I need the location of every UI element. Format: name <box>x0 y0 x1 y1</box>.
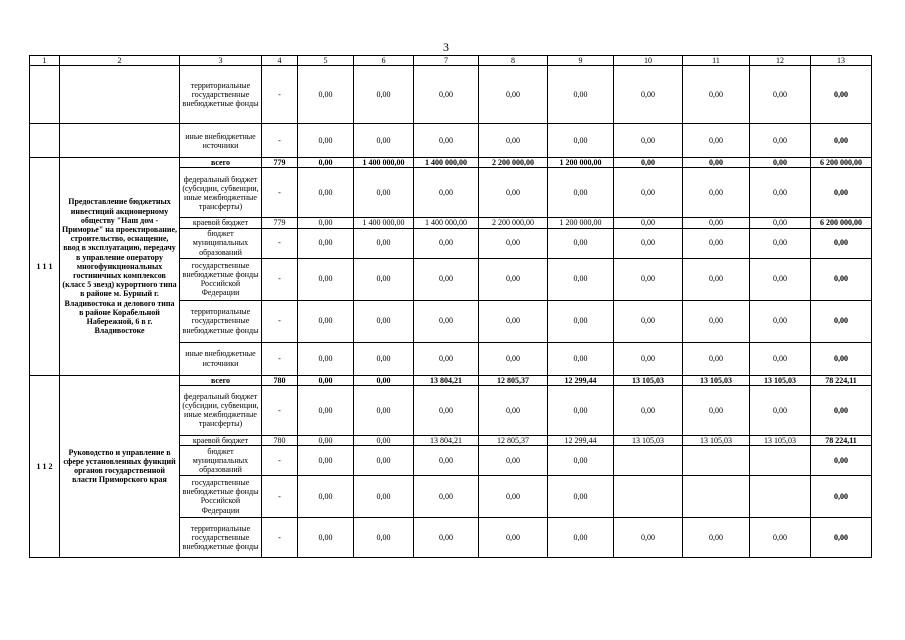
funding-source-cell: территориальные государственные внебюджетные фонды <box>180 66 262 124</box>
value-cell: 12 805,37 <box>479 435 548 445</box>
value-cell: 0,00 <box>479 300 548 342</box>
value-cell <box>683 475 750 517</box>
value-cell: 0,00 <box>614 300 683 342</box>
column-header: 6 <box>354 56 414 66</box>
value-cell: 0,00 <box>354 228 414 258</box>
value-cell: 1 400 000,00 <box>354 218 414 228</box>
value-cell: 0,00 <box>750 158 811 168</box>
value-cell: 13 105,03 <box>683 435 750 445</box>
value-cell: 0,00 <box>811 228 872 258</box>
value-cell: 0,00 <box>614 124 683 158</box>
value-cell: 0,00 <box>750 517 811 557</box>
column-header: 8 <box>479 56 548 66</box>
item-number-cell: 1 1 1 <box>30 158 60 375</box>
code-cell: - <box>262 168 298 218</box>
value-cell: 1 400 000,00 <box>414 158 479 168</box>
value-cell: 0,00 <box>811 342 872 375</box>
value-cell: 78 224,11 <box>811 375 872 385</box>
value-cell <box>614 475 683 517</box>
code-cell: - <box>262 342 298 375</box>
value-cell: 0,00 <box>354 517 414 557</box>
value-cell: 0,00 <box>414 66 479 124</box>
column-header: 5 <box>298 56 354 66</box>
value-cell: 0,00 <box>298 445 354 475</box>
value-cell: 0,00 <box>750 218 811 228</box>
value-cell: 0,00 <box>414 168 479 218</box>
value-cell <box>683 445 750 475</box>
value-cell: 0,00 <box>479 385 548 435</box>
value-cell: 0,00 <box>614 342 683 375</box>
value-cell: 1 200 000,00 <box>548 218 614 228</box>
value-cell: 0,00 <box>811 300 872 342</box>
item-number-cell: 1 1 2 <box>30 375 60 557</box>
value-cell: 6 200 000,00 <box>811 158 872 168</box>
value-cell: 0,00 <box>548 124 614 158</box>
value-cell: 0,00 <box>354 385 414 435</box>
value-cell: 0,00 <box>298 258 354 300</box>
value-cell: 0,00 <box>479 228 548 258</box>
value-cell: 0,00 <box>614 158 683 168</box>
number-cell <box>30 66 60 124</box>
budget-table <box>29 55 872 558</box>
value-cell: 0,00 <box>811 66 872 124</box>
value-cell: 0,00 <box>298 385 354 435</box>
value-cell: 0,00 <box>750 342 811 375</box>
value-cell: 0,00 <box>414 228 479 258</box>
value-cell: 0,00 <box>298 435 354 445</box>
value-cell: 0,00 <box>750 300 811 342</box>
value-cell: 0,00 <box>298 475 354 517</box>
value-cell <box>750 445 811 475</box>
value-cell: 0,00 <box>614 385 683 435</box>
description-cell <box>60 66 180 124</box>
value-cell: 0,00 <box>414 342 479 375</box>
funding-source-cell: всего <box>180 158 262 168</box>
value-cell: 0,00 <box>614 228 683 258</box>
funding-source-cell: федеральный бюджет (субсидии, субвенции, иные межбюджетные трансферты) <box>180 385 262 435</box>
funding-source-cell: государственные внебюджетные фонды Российской Федерации <box>180 475 262 517</box>
value-cell: 0,00 <box>548 258 614 300</box>
value-cell: 0,00 <box>354 124 414 158</box>
value-cell: 0,00 <box>614 218 683 228</box>
value-cell: 0,00 <box>354 375 414 385</box>
value-cell: 0,00 <box>298 342 354 375</box>
header-row <box>30 56 872 66</box>
value-cell: 0,00 <box>614 517 683 557</box>
value-cell: 0,00 <box>298 218 354 228</box>
value-cell: 6 200 000,00 <box>811 218 872 228</box>
column-header: 3 <box>180 56 262 66</box>
value-cell: 0,00 <box>683 218 750 228</box>
value-cell: 0,00 <box>811 258 872 300</box>
code-cell: 780 <box>262 435 298 445</box>
column-header: 7 <box>414 56 479 66</box>
value-cell: 13 105,03 <box>683 375 750 385</box>
value-cell: 0,00 <box>548 517 614 557</box>
funding-source-cell: территориальные государственные внебюджетные фонды <box>180 300 262 342</box>
value-cell: 13 105,03 <box>750 375 811 385</box>
code-cell: 779 <box>262 218 298 228</box>
value-cell: 0,00 <box>548 300 614 342</box>
funding-source-cell: государственные внебюджетные фонды Российской Федерации <box>180 258 262 300</box>
table-row <box>30 158 872 168</box>
value-cell: 0,00 <box>479 66 548 124</box>
value-cell: 0,00 <box>811 517 872 557</box>
value-cell: 0,00 <box>354 258 414 300</box>
value-cell: 0,00 <box>298 158 354 168</box>
value-cell: 0,00 <box>298 228 354 258</box>
value-cell: 13 804,21 <box>414 435 479 445</box>
value-cell: 12 299,44 <box>548 375 614 385</box>
column-header: 11 <box>683 56 750 66</box>
code-cell: - <box>262 258 298 300</box>
value-cell: 0,00 <box>750 66 811 124</box>
funding-source-cell: федеральный бюджет (субсидии, субвенции, иные межбюджетные трансферты) <box>180 168 262 218</box>
value-cell: 0,00 <box>479 168 548 218</box>
value-cell: 0,00 <box>298 300 354 342</box>
value-cell: 0,00 <box>479 258 548 300</box>
value-cell: 78 224,11 <box>811 435 872 445</box>
code-cell: 779 <box>262 158 298 168</box>
description-cell <box>60 124 180 158</box>
value-cell: 0,00 <box>683 124 750 158</box>
column-header: 13 <box>811 56 872 66</box>
column-header: 9 <box>548 56 614 66</box>
table-row <box>30 124 872 158</box>
value-cell: 0,00 <box>354 445 414 475</box>
value-cell: 0,00 <box>548 228 614 258</box>
value-cell: 0,00 <box>811 445 872 475</box>
value-cell: 0,00 <box>548 66 614 124</box>
funding-source-cell: краевой бюджет <box>180 435 262 445</box>
value-cell: 0,00 <box>414 475 479 517</box>
value-cell: 13 804,21 <box>414 375 479 385</box>
value-cell <box>750 475 811 517</box>
value-cell: 0,00 <box>479 445 548 475</box>
code-cell: - <box>262 475 298 517</box>
item-description-cell: Предоставление бюджетных инвестиций акционерному обществу "Наш дом - Приморье" на проектирование, строительство, оснащение, ввод в эксплуатацию, передачу в управление оператору многофункциональных гостиничных комплексов (класс 5 звезд) курортного типа в районе м. Бурный г. Владивостока и делового типа в районе Корабельной Набережной, 6 в г. Владивостоке <box>60 158 180 375</box>
value-cell: 0,00 <box>414 124 479 158</box>
value-cell: 0,00 <box>354 168 414 218</box>
value-cell: 0,00 <box>479 342 548 375</box>
value-cell: 0,00 <box>414 445 479 475</box>
value-cell: 0,00 <box>479 475 548 517</box>
value-cell: 0,00 <box>683 258 750 300</box>
value-cell: 0,00 <box>548 385 614 435</box>
value-cell: 0,00 <box>354 66 414 124</box>
code-cell: - <box>262 385 298 435</box>
value-cell: 0,00 <box>414 385 479 435</box>
column-header: 2 <box>60 56 180 66</box>
number-cell <box>30 124 60 158</box>
value-cell: 0,00 <box>683 228 750 258</box>
column-header: 1 <box>30 56 60 66</box>
item-description-cell: Руководство и управление в сфере установленных функций органов государственной власти Приморского края <box>60 375 180 557</box>
value-cell: 13 105,03 <box>614 435 683 445</box>
value-cell: 0,00 <box>683 342 750 375</box>
value-cell: 0,00 <box>750 124 811 158</box>
value-cell: 0,00 <box>614 168 683 218</box>
column-header: 12 <box>750 56 811 66</box>
value-cell: 0,00 <box>750 258 811 300</box>
value-cell: 0,00 <box>750 228 811 258</box>
value-cell: 0,00 <box>354 342 414 375</box>
value-cell: 13 105,03 <box>614 375 683 385</box>
value-cell <box>614 445 683 475</box>
funding-source-cell: иные внебюджетные источники <box>180 342 262 375</box>
value-cell: 0,00 <box>298 124 354 158</box>
code-cell: - <box>262 445 298 475</box>
value-cell: 0,00 <box>683 517 750 557</box>
funding-source-cell: бюджет муниципальных образований <box>180 445 262 475</box>
value-cell: 1 400 000,00 <box>414 218 479 228</box>
value-cell: 0,00 <box>414 258 479 300</box>
value-cell: 0,00 <box>683 66 750 124</box>
value-cell: 0,00 <box>811 385 872 435</box>
funding-source-cell: бюджет муниципальных образований <box>180 228 262 258</box>
value-cell: 12 805,37 <box>479 375 548 385</box>
value-cell: 0,00 <box>614 66 683 124</box>
value-cell: 0,00 <box>750 168 811 218</box>
value-cell: 0,00 <box>811 168 872 218</box>
page-number: 3 <box>443 40 449 54</box>
value-cell: 0,00 <box>298 375 354 385</box>
value-cell: 0,00 <box>811 475 872 517</box>
value-cell: 0,00 <box>414 300 479 342</box>
value-cell: 0,00 <box>811 124 872 158</box>
value-cell: 2 200 000,00 <box>479 218 548 228</box>
code-cell: - <box>262 228 298 258</box>
code-cell: - <box>262 66 298 124</box>
value-cell: 1 400 000,00 <box>354 158 414 168</box>
value-cell: 0,00 <box>683 158 750 168</box>
value-cell: 0,00 <box>683 300 750 342</box>
column-header: 4 <box>262 56 298 66</box>
value-cell: 0,00 <box>298 168 354 218</box>
table-row <box>30 375 872 385</box>
funding-source-cell: территориальные государственные внебюджетные фонды <box>180 517 262 557</box>
value-cell: 0,00 <box>548 475 614 517</box>
value-cell: 0,00 <box>479 124 548 158</box>
value-cell: 0,00 <box>414 517 479 557</box>
code-cell: - <box>262 124 298 158</box>
value-cell: 0,00 <box>354 475 414 517</box>
value-cell: 0,00 <box>548 342 614 375</box>
value-cell: 0,00 <box>354 435 414 445</box>
funding-source-cell: всего <box>180 375 262 385</box>
value-cell: 12 299,44 <box>548 435 614 445</box>
value-cell: 0,00 <box>354 300 414 342</box>
value-cell: 13 105,03 <box>750 435 811 445</box>
value-cell: 1 200 000,00 <box>548 158 614 168</box>
value-cell: 0,00 <box>298 66 354 124</box>
value-cell: 0,00 <box>479 517 548 557</box>
column-header: 10 <box>614 56 683 66</box>
value-cell: 0,00 <box>548 168 614 218</box>
value-cell: 0,00 <box>548 445 614 475</box>
code-cell: - <box>262 300 298 342</box>
value-cell: 0,00 <box>614 258 683 300</box>
funding-source-cell: иные внебюджетные источники <box>180 124 262 158</box>
funding-source-cell: краевой бюджет <box>180 218 262 228</box>
value-cell: 0,00 <box>298 517 354 557</box>
value-cell: 0,00 <box>683 385 750 435</box>
value-cell: 0,00 <box>750 385 811 435</box>
table-row <box>30 66 872 124</box>
value-cell: 2 200 000,00 <box>479 158 548 168</box>
value-cell: 0,00 <box>683 168 750 218</box>
code-cell: - <box>262 517 298 557</box>
code-cell: 780 <box>262 375 298 385</box>
